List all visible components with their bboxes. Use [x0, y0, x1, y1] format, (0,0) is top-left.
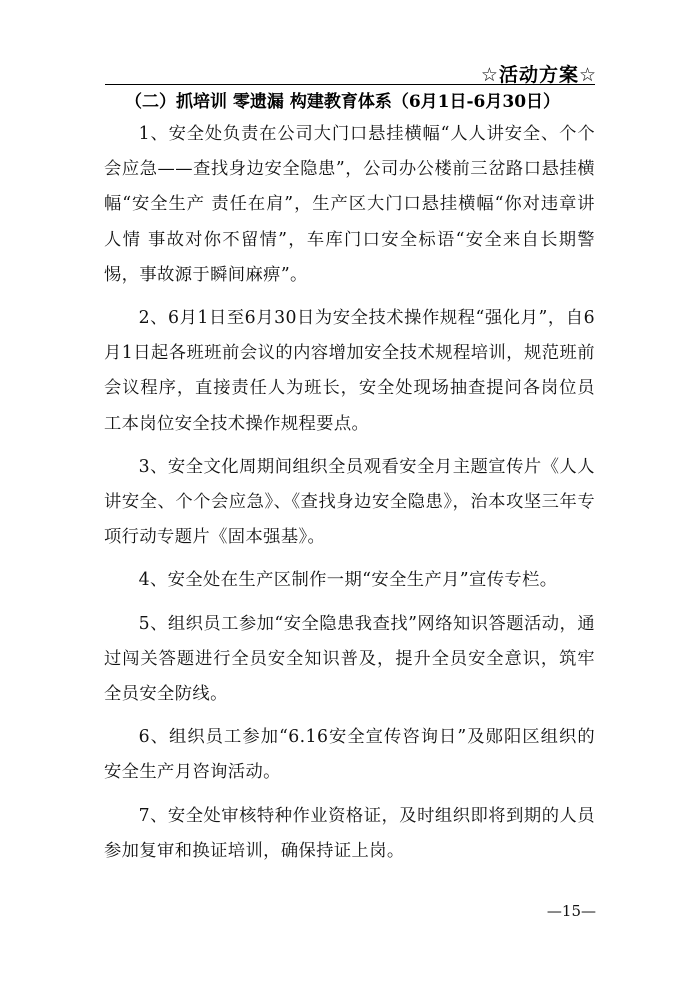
paragraph-3: 3、安全文化周期间组织全员观看安全月主题宣传片《人人讲安全、个个会应急》、《查找身边安全隐患》，治本攻坚三年专项行动专题片《固本强基》。	[104, 456, 595, 548]
paragraph-7: 7、安全处审核特种作业资格证，及时组织即将到期的人员参加复审和换证培训，确保持证上岗。	[104, 805, 595, 861]
page-number: —15—	[546, 902, 596, 920]
paragraph-1: 1、安全处负责在公司大门口悬挂横幅“人人讲安全、个个会应急——查找身边安全隐患”，公司办公楼前三岔路口悬挂横幅“安全生产 责任在肩”，生产区大门口悬挂横幅“你对违章讲人情 事故对你不留情”，车库门口安全标语“安全来自长期警惕，事故源于瞬间麻痹”。	[104, 124, 595, 285]
paragraph-2: 2、6月1日至6月30日为安全技术操作规程“强化月”，自6月1日起各班班前会议的内容增加安全技术规程培训，规范班前会议程序，直接责任人为班长，安全处现场抽查提问各岗位员工本岗位安全技术操作规程要点。	[104, 308, 595, 434]
paragraph-6: 6、组织员工参加“6.16安全宣传咨询日”及郧阳区组织的安全生产月咨询活动。	[104, 727, 595, 783]
paragraph-4: 4、安全处在生产区制作一期“安全生产月”宣传专栏。	[138, 570, 558, 591]
section-title: （二）抓培训 零遗漏 构建教育体系（6月1日-6月30日）	[125, 92, 561, 112]
header-label: ☆活动方案☆	[480, 64, 597, 86]
paragraph-5: 5、组织员工参加“安全隐患我查找”网络知识答题活动，通过闯关答题进行全员安全知识普及，提升全员安全意识，筑牢全员安全防线。	[104, 613, 595, 705]
document-body	[104, 117, 595, 877]
header-rule	[105, 84, 595, 85]
